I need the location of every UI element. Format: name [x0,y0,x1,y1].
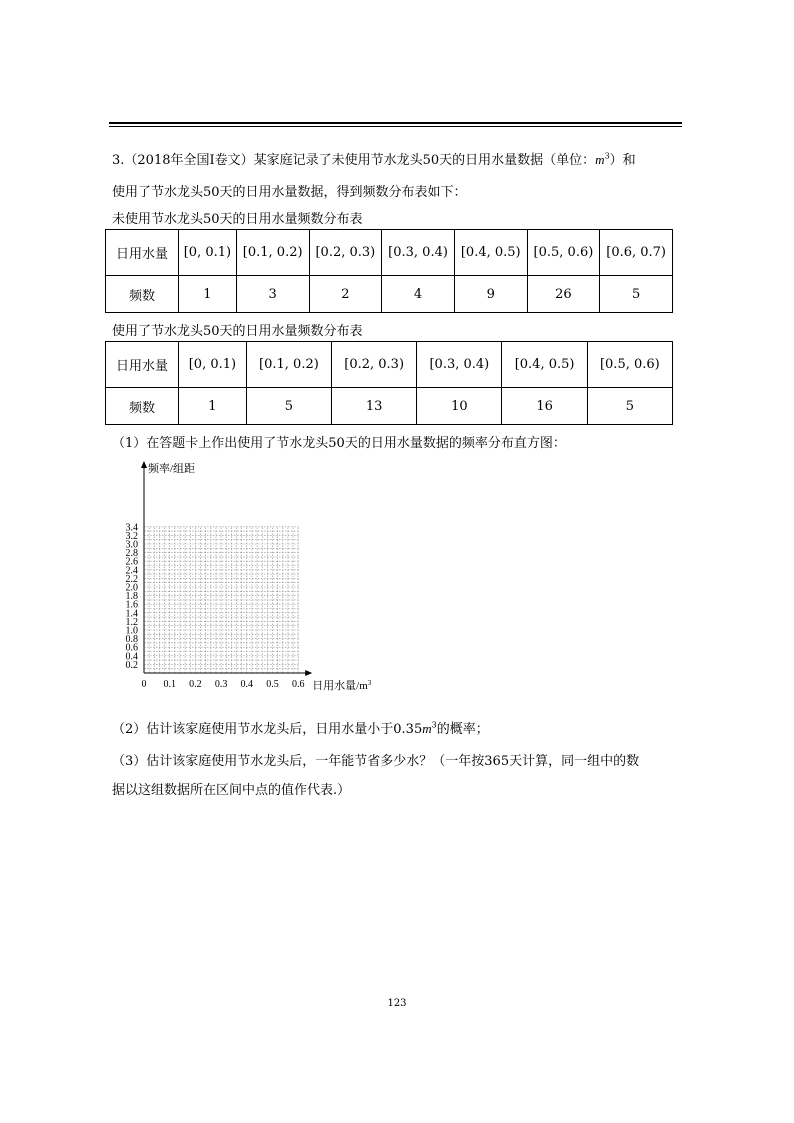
y-tick-label: 1.2 [125,616,138,628]
y-tick-label: 1.8 [125,591,138,603]
table-cell: 26 [527,276,600,313]
y-axis-label: 频率/组距 [148,463,196,475]
table-cell: 3 [236,276,309,313]
table-cell: [0.6, 0.7) [600,230,673,276]
table-cell: 16 [502,388,587,425]
table-cell: [0.4, 0.5) [502,342,587,388]
table-cell: [0.2, 0.3) [332,342,417,388]
y-tick-label: 2.8 [125,548,138,560]
unit-exponent: 3 [604,151,610,161]
x-tick-label: 0 [141,679,147,690]
y-tick-label: 2.2 [125,573,138,585]
problem-line-2: 使用了节水龙头50天的日用水量数据，得到频数分布表如下： [112,185,467,200]
y-tick-label: 3.0 [125,539,138,551]
y-tick-labels [126,522,139,671]
table-cell: [0.3, 0.4) [417,342,502,388]
page-number: 123 [387,998,407,1009]
problem-intro-text: 3.（2018年全国I卷文）某家庭记录了未使用节水龙头50天的日用水量数据（单位： [112,153,596,168]
table-cell: 1 [179,388,247,425]
table-cell: 5 [246,388,331,425]
question-2-value: 0.35 [393,722,423,737]
question-3-line-2: 据以这组数据所在区间中点的值作代表.） [112,783,351,798]
chart-grid [144,527,298,673]
table-cell: [0.1, 0.2) [246,342,331,388]
y-tick-label: 2.6 [125,556,138,568]
table1-interval-row [106,230,673,276]
table1-count-row [106,276,673,313]
x-tick-label: 0.5 [266,679,279,690]
table-cell: [0.3, 0.4) [382,230,455,276]
x-tick-label: 0.3 [214,679,228,690]
y-tick-label: 0.6 [125,642,138,654]
table-cell: [0.5, 0.6) [587,342,672,388]
y-tick-label: 3.4 [125,522,138,534]
histogram-chart [110,460,410,700]
table2-count-row [106,388,673,425]
table-cell: 10 [417,388,502,425]
question-1: （1）在答题卡上作出使用了节水龙头50天的日用水量数据的频率分布直方图： [112,436,566,451]
table-cell: [0.1, 0.2) [236,230,309,276]
table2-header-count: 频数 [106,388,179,425]
table2-caption: 使用了节水龙头50天的日用水量频数分布表 [112,324,363,339]
table-cell: [0.2, 0.3) [309,230,382,276]
table-cell: 4 [382,276,455,313]
problem-line-1 [112,149,636,168]
question-2 [112,718,489,737]
x-tick-label: 0.2 [189,679,202,690]
question-2-tail: 的概率； [436,722,489,737]
table-cell: 2 [309,276,382,313]
y-tick-label: 1.6 [125,599,138,611]
frequency-table-with-device [105,341,673,425]
problem-intro-tail: ）和 [609,153,636,168]
y-tick-label: 1.4 [125,608,138,620]
question-2-exponent: 3 [431,720,437,730]
y-tick-label: 2.0 [125,582,138,594]
table-cell: [0, 0.1) [179,230,237,276]
table-cell: 9 [454,276,527,313]
table2-interval-row [106,342,673,388]
table-cell: [0.4, 0.5) [454,230,527,276]
y-tick-label: 0.4 [125,651,138,663]
x-tick-label: 0.6 [291,679,305,690]
table2-header-water: 日用水量 [106,342,179,388]
table-cell: [0, 0.1) [179,342,247,388]
table-cell: 5 [600,276,673,313]
x-tick-labels [142,679,305,690]
table1-header-water: 日用水量 [106,230,179,276]
y-tick-label: 2.4 [125,565,138,577]
table1-caption: 未使用节水龙头50天的日用水量频数分布表 [112,212,363,227]
question-3-line-1: （3）估计该家庭使用节水龙头后，一年能节省多少水？（一年按365天计算，同一组中的数 [112,754,640,769]
x-axis-arrow [305,670,312,676]
x-tick-label: 0.1 [163,679,176,690]
table1-header-count: 频数 [106,276,179,313]
table-cell: 13 [332,388,417,425]
y-tick-label: 1.0 [125,625,138,637]
table-cell: [0.5, 0.6) [527,230,600,276]
y-axis-arrow [141,461,147,468]
unit-m: m [595,152,605,167]
y-tick-label: 0.8 [125,634,138,646]
y-tick-label: 0.2 [125,659,138,671]
table-cell: 5 [587,388,672,425]
header-rule-thick [109,122,682,124]
y-tick-label: 3.2 [125,530,138,542]
question-2-text: （2）估计该家庭使用节水龙头后，日用水量小于 [112,722,394,737]
frequency-table-no-device [105,229,673,313]
question-2-unit: m [422,721,432,736]
x-tick-label: 0.4 [240,679,254,690]
table-cell: 1 [179,276,237,313]
header-rule-thin [109,126,682,127]
x-axis-label: 日用水量$/m^3$ [312,679,372,692]
